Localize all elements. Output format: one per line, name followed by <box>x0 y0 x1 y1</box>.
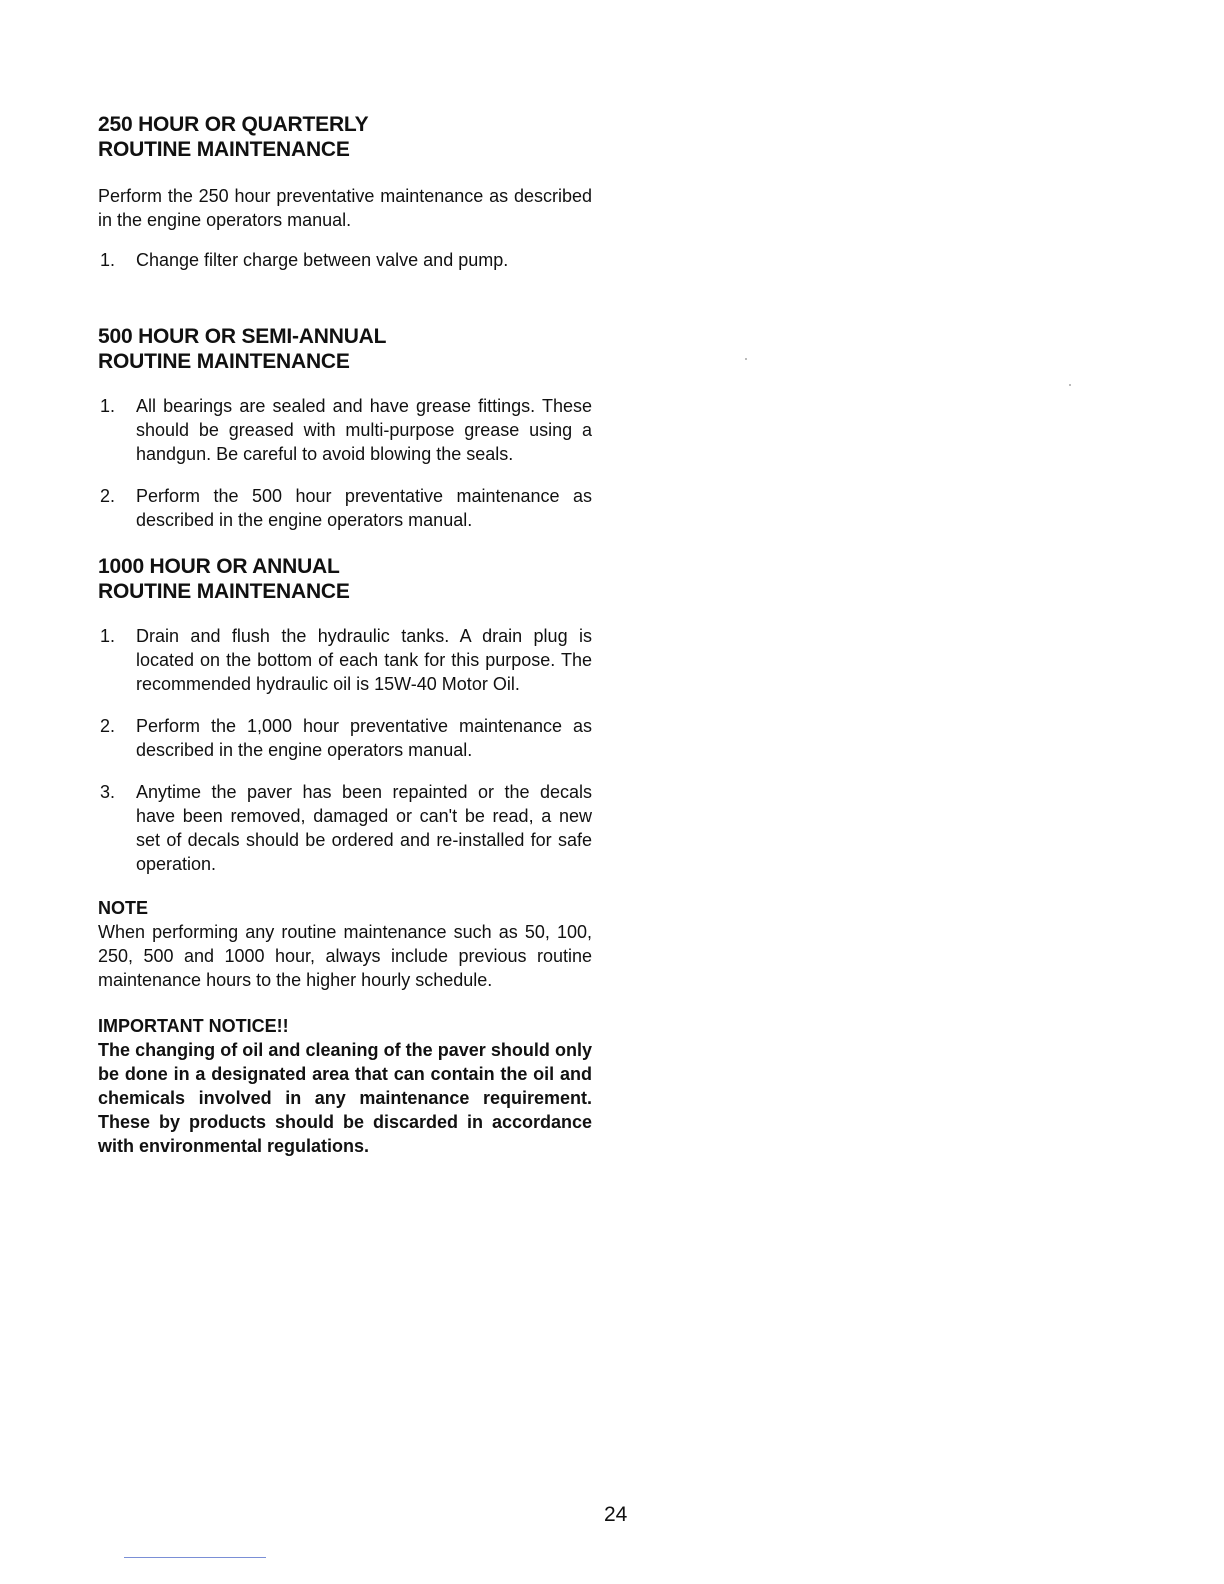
list-item <box>98 624 592 696</box>
list-item-text: Perform the 500 hour preventative maintenance as described in the engine operators manual. <box>136 486 592 530</box>
section-heading-line: ROUTINE MAINTENANCE <box>98 138 350 161</box>
list-item-number: 2. <box>100 716 116 736</box>
list-item-number: 3. <box>100 782 116 802</box>
list-item-text: Anytime the paver has been repainted or the decals have been removed, damaged or can't be read, a new set of decals should be ordered and re-installed for safe operation. <box>136 782 592 874</box>
list-item-text: Perform the 1,000 hour preventative maintenance as described in the engine operators manual. <box>136 716 592 760</box>
note-paragraph: When performing any routine maintenance such as 50, 100, 250, 500 and 1000 hour, always include previous routine maintenance hours to the higher hourly schedule. <box>98 922 592 990</box>
section-heading-line: 1000 HOUR OR ANNUAL <box>98 555 340 578</box>
important-notice-paragraph: The changing of oil and cleaning of the paver should only be done in a designated area that can contain the oil and chemicals involved in any maintenance requirement. These by products should be discarded in accordance with environmental regulations. <box>98 1040 592 1156</box>
list-item <box>98 394 592 466</box>
list-item <box>98 714 592 762</box>
section-heading-line: ROUTINE MAINTENANCE <box>98 350 350 373</box>
list-item-number: 1. <box>100 396 116 416</box>
section-heading-line: 250 HOUR OR QUARTERLY <box>98 113 369 136</box>
list-item <box>98 248 592 272</box>
content-column <box>98 112 592 1158</box>
section-heading-line: 500 HOUR OR SEMI-ANNUAL <box>98 325 387 348</box>
list-item-number: 1. <box>100 250 116 270</box>
maintenance-list-250-hour <box>98 248 592 272</box>
section-heading-250-hour <box>98 112 592 162</box>
list-item-text: Drain and flush the hydraulic tanks. A drain plug is located on the bottom of each tank for this purpose. The recommended hydraulic oil is 15W-40 Motor Oil. <box>136 626 592 694</box>
list-item <box>98 484 592 532</box>
section-intro-paragraph: Perform the 250 hour preventative maintenance as described in the engine operators manual. <box>98 186 592 230</box>
scan-speck <box>745 358 747 360</box>
list-item-text: All bearings are sealed and have grease fittings. These should be greased with multi-purpose grease using a handgun. Be careful to avoid blowing the seals. <box>136 396 592 464</box>
important-notice-heading: IMPORTANT NOTICE!! <box>98 1016 289 1036</box>
footer-rule <box>124 1557 266 1558</box>
list-item-number: 1. <box>100 626 116 646</box>
page-number: 24 <box>604 1503 628 1526</box>
note-heading: NOTE <box>98 898 149 918</box>
section-heading-500-hour <box>98 324 592 374</box>
list-item-text: Change filter charge between valve and pump. <box>136 250 509 270</box>
section-heading-1000-hour <box>98 554 592 604</box>
list-item-number: 2. <box>100 486 116 506</box>
maintenance-list-1000-hour <box>98 624 592 876</box>
section-heading-line: ROUTINE MAINTENANCE <box>98 580 350 603</box>
scan-speck <box>1069 384 1071 386</box>
list-item <box>98 780 592 876</box>
maintenance-list-500-hour <box>98 394 592 532</box>
